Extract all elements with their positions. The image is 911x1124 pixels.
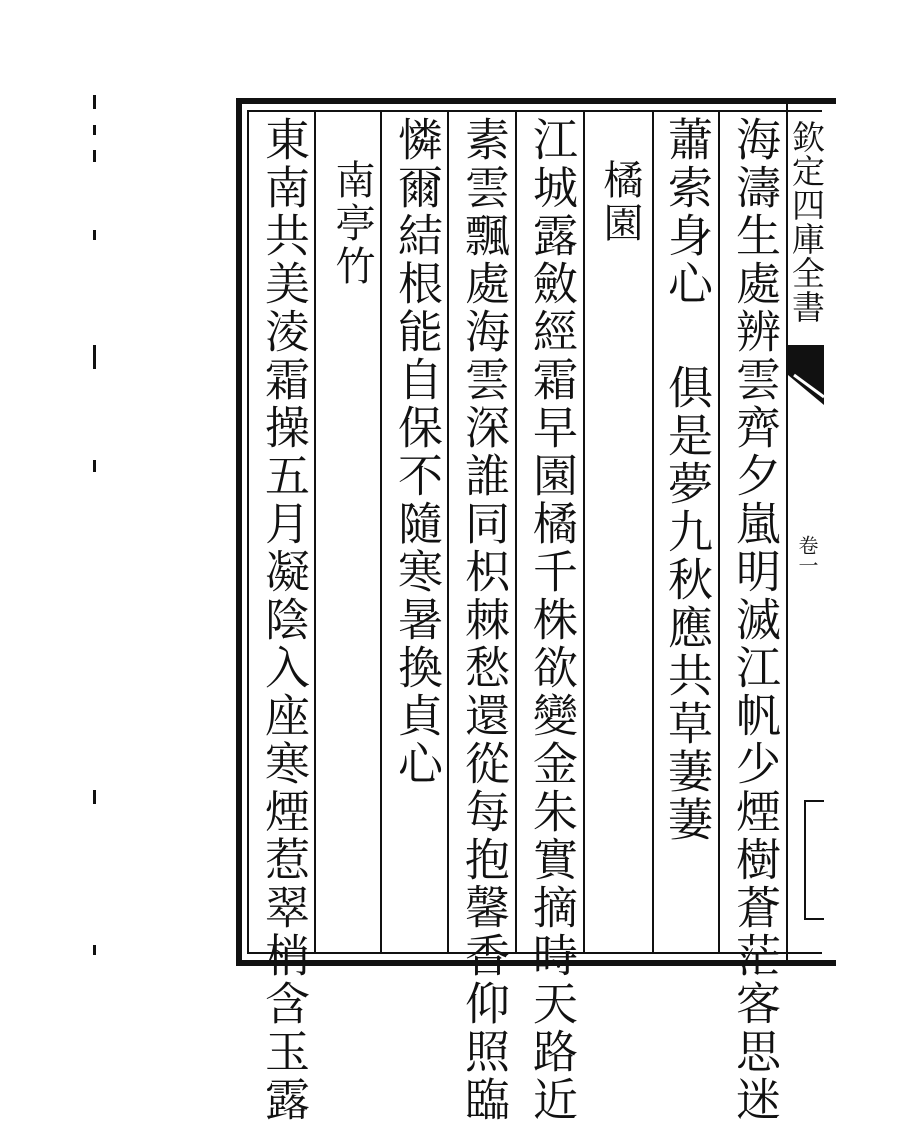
column-rule: [718, 110, 720, 954]
volume-label: 卷一: [795, 535, 819, 575]
margin-mark: [93, 150, 96, 162]
margin-mark: [93, 945, 96, 955]
poem-title: 橘園: [597, 116, 643, 245]
poem-title: 南亭竹: [329, 116, 375, 288]
text-column: 蕭索身心 俱是夢九秋應共草萋萋: [660, 116, 713, 844]
book-title: 欽定四庫全書: [787, 120, 826, 324]
text-column: 東南共美淩霜操五月凝陰入座寒煙惹翠梢含玉露: [257, 116, 310, 1124]
column-rule: [314, 110, 316, 954]
column-rule: [652, 110, 654, 954]
margin-mark: [93, 790, 96, 804]
margin-mark: [93, 230, 96, 240]
margin-mark: [93, 460, 96, 472]
column-rule: [447, 110, 449, 954]
spine-frame: [804, 800, 824, 920]
column-rule: [515, 110, 517, 954]
text-column: 海濤生處辨雲齊夕嵐明滅江帆少煙樹蒼茫客思迷: [728, 116, 781, 1124]
margin-mark: [93, 95, 96, 109]
text-column: 素雲飄處海雲深誰同枳棘愁還從每抱馨香仰照臨: [457, 116, 510, 1124]
fish-tail-mark: [788, 345, 824, 405]
text-column: 江城露斂經霜早園橘千株欲變金朱實摘時天路近: [525, 116, 578, 1124]
margin-mark: [93, 345, 96, 369]
page-spine: [786, 100, 826, 960]
text-column: 憐爾結根能自保不隨寒暑換貞心: [390, 116, 443, 788]
column-rule: [583, 110, 585, 954]
margin-mark: [93, 125, 96, 135]
